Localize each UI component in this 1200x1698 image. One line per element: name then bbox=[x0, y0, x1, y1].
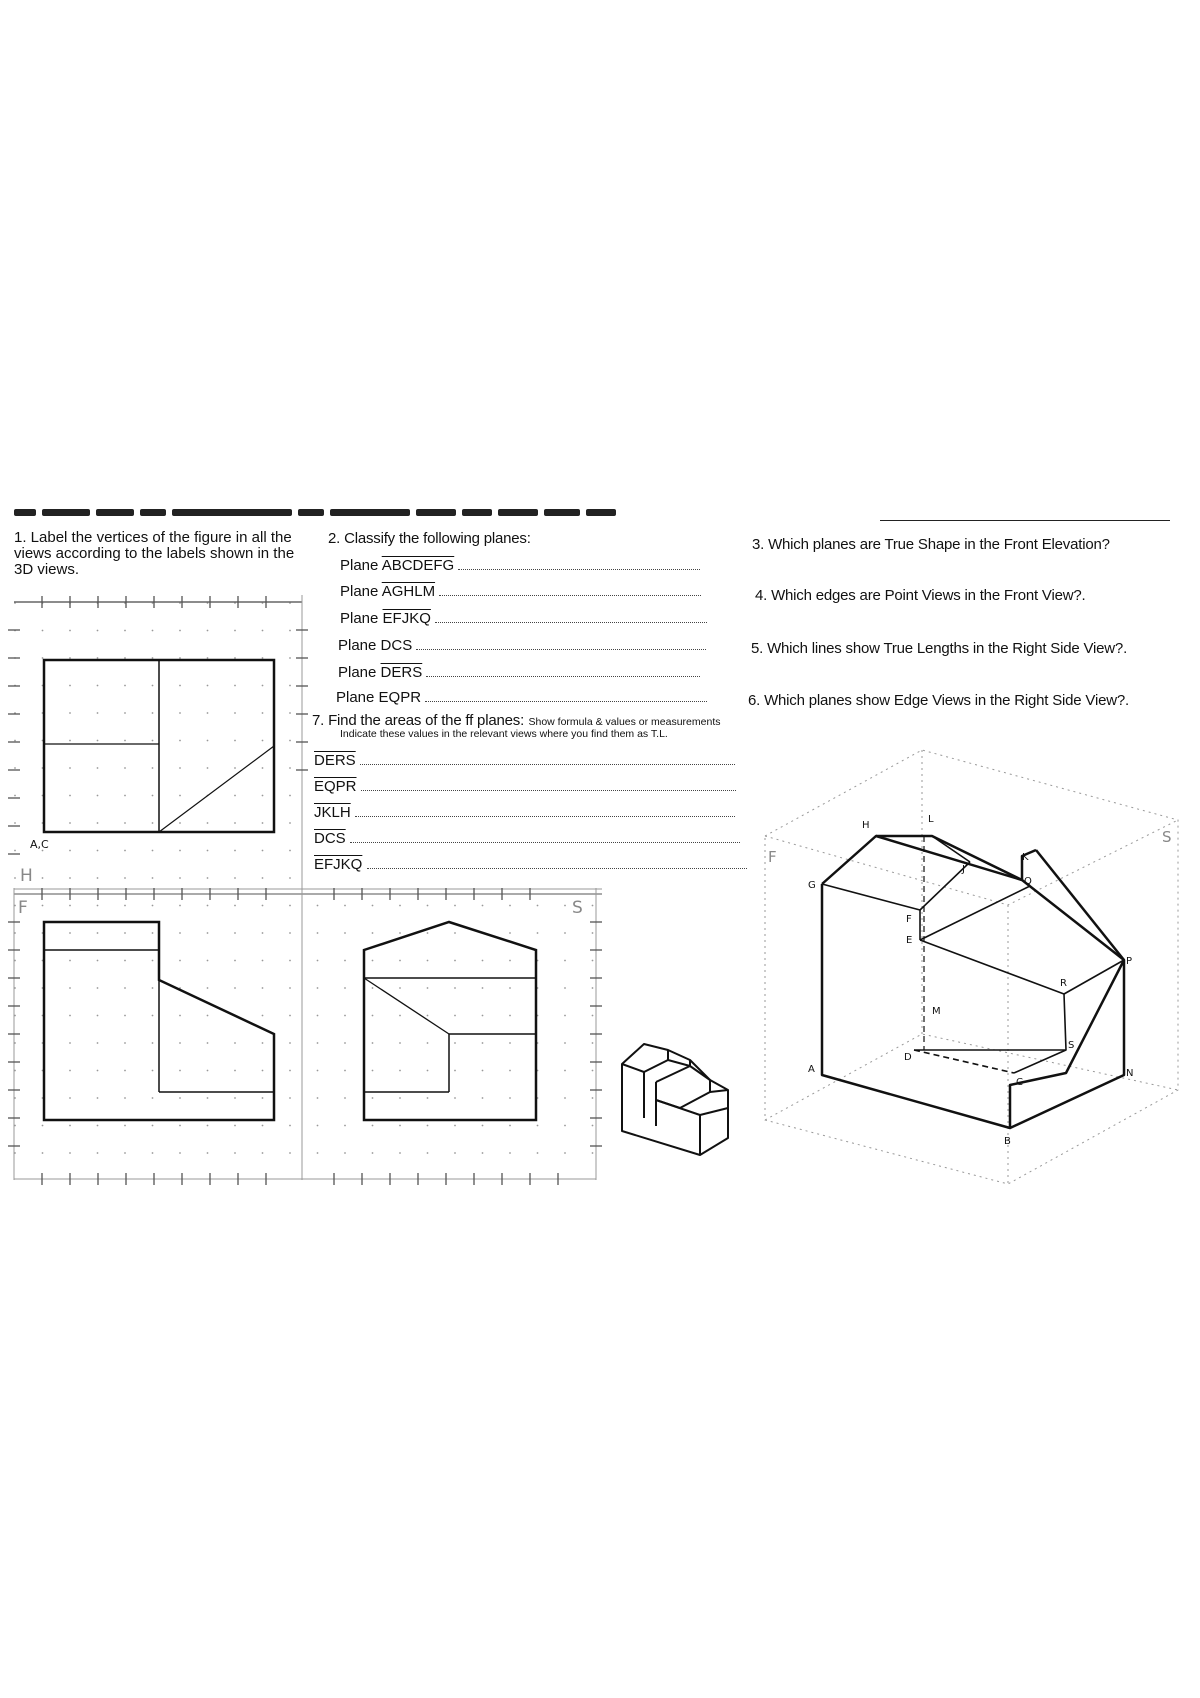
vertex-n: N bbox=[1126, 1068, 1134, 1079]
plane-id: EQPR bbox=[378, 689, 422, 706]
plane-id: ABCDEFG bbox=[381, 557, 455, 574]
plane-id: DCS bbox=[380, 637, 413, 654]
question-4: 4. Which edges are Point Views in the Front View?. bbox=[755, 587, 1086, 604]
question-2: 2. Classify the following planes: bbox=[328, 530, 531, 547]
question-1: 1. Label the vertices of the figure in all the views according to the labels shown in the 3D views. bbox=[14, 529, 295, 578]
plane-word: Plane bbox=[340, 557, 379, 574]
iso-front-label: F bbox=[768, 848, 777, 866]
plane-id: EFJKQ bbox=[382, 610, 431, 627]
plane-word: Plane bbox=[336, 689, 375, 706]
top-view-panel bbox=[8, 595, 602, 889]
area-plane-id: DERS bbox=[314, 752, 356, 769]
front-view-label: F bbox=[18, 898, 28, 918]
question-3: 3. Which planes are True Shape in the Front Elevation? bbox=[752, 536, 1110, 553]
small-3d-model bbox=[622, 1044, 728, 1155]
plane-id: AGHLM bbox=[381, 583, 436, 600]
vertex-b: B bbox=[1004, 1136, 1011, 1147]
side-view-panel bbox=[306, 888, 602, 1185]
vertex-f: F bbox=[906, 914, 912, 925]
vertex-j: J bbox=[962, 864, 965, 875]
vertex-c: C bbox=[1016, 1077, 1023, 1088]
top-view-label: H bbox=[20, 866, 33, 886]
vertex-m: M bbox=[932, 1006, 941, 1017]
isometric-drawing bbox=[765, 750, 1178, 1184]
area-plane-id: EQPR bbox=[314, 778, 357, 795]
side-view-label: S bbox=[572, 898, 583, 918]
plane-word: Plane bbox=[340, 610, 379, 627]
vertex-g: G bbox=[808, 880, 816, 891]
vertex-h: H bbox=[862, 820, 870, 831]
vertex-l: L bbox=[928, 814, 934, 825]
vertex-e: E bbox=[906, 935, 913, 946]
plane-id: DERS bbox=[380, 664, 423, 681]
area-plane-id: JKLH bbox=[314, 804, 351, 821]
vertex-p: P bbox=[1126, 956, 1133, 967]
plane-word: Plane bbox=[338, 637, 377, 654]
question-5: 5. Which lines show True Lengths in the Right Side View?. bbox=[751, 640, 1128, 657]
question-7-note: Show formula & values or measurements bbox=[528, 716, 721, 728]
point-label-ac: A,C bbox=[30, 838, 49, 851]
vertex-k: K bbox=[1022, 852, 1029, 863]
vertex-q: Q bbox=[1024, 876, 1032, 887]
iso-side-label: S bbox=[1162, 828, 1172, 846]
question-6: 6. Which planes show Edge Views in the Right Side View?. bbox=[748, 692, 1129, 709]
vertex-r: R bbox=[1060, 978, 1067, 989]
vertex-a: A bbox=[808, 1064, 815, 1075]
question-7-instruction: Indicate these values in the relevant views where you find them as T.L. bbox=[340, 728, 668, 740]
plane-word: Plane bbox=[338, 664, 377, 681]
plane-word: Plane bbox=[340, 583, 379, 600]
area-plane-id: EFJKQ bbox=[314, 856, 363, 873]
area-plane-id: $\overline{DCS}$ bbox=[314, 830, 346, 847]
question-7-text: 7. Find the areas of the ff planes: bbox=[312, 712, 525, 729]
vertex-s: S bbox=[1068, 1040, 1075, 1051]
vertex-d: D bbox=[904, 1052, 912, 1063]
